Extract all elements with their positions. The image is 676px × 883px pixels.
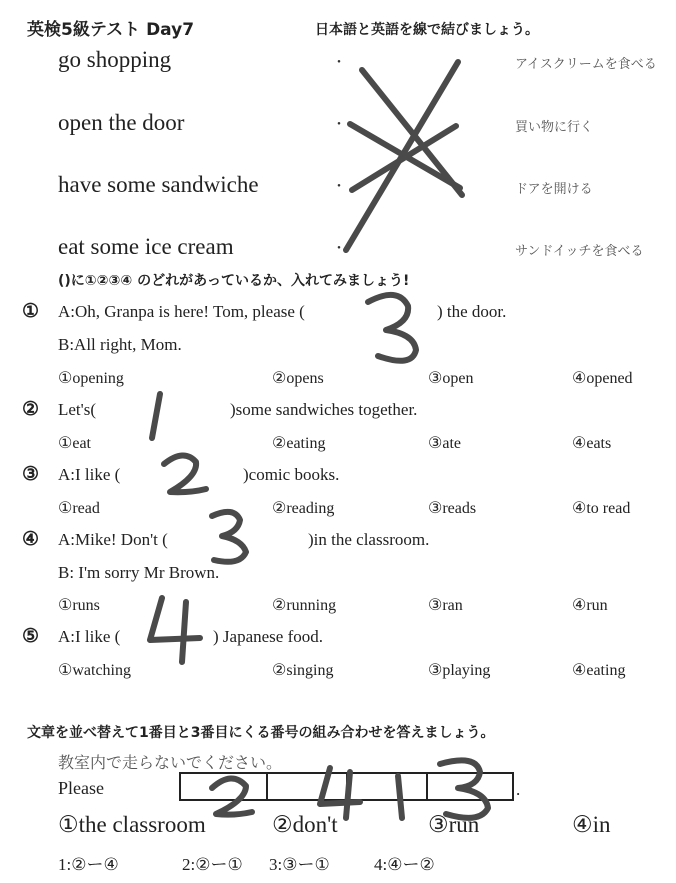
answer-option[interactable]: ③ran bbox=[428, 597, 463, 614]
answer-option[interactable]: ②singing bbox=[272, 662, 334, 679]
question-number: ① bbox=[22, 301, 40, 322]
page-title: 英検5級テスト Day7 bbox=[27, 20, 195, 40]
handwritten-digit bbox=[346, 772, 350, 818]
dialogue-line: B: I'm sorry Mr Brown. bbox=[58, 563, 220, 582]
handwritten-answer-q2 bbox=[152, 394, 160, 438]
word-option[interactable]: ③run bbox=[428, 812, 480, 837]
question-text: A:I like ( bbox=[58, 627, 121, 646]
english-phrase: have some sandwiche bbox=[58, 172, 259, 197]
match-dot[interactable]: ・ bbox=[332, 118, 346, 133]
english-phrase: eat some ice cream bbox=[58, 234, 234, 259]
handwritten-answer-q5 bbox=[150, 598, 200, 640]
answer-option[interactable]: ②opens bbox=[272, 370, 324, 387]
answer-option[interactable]: ②running bbox=[272, 597, 337, 614]
handwritten-answer-q1 bbox=[368, 295, 416, 361]
japanese-phrase: 買い物に行く bbox=[515, 119, 594, 134]
match-dot[interactable]: ・ bbox=[332, 56, 346, 71]
match-dot[interactable]: ・ bbox=[332, 242, 346, 257]
question-text: Let's( bbox=[58, 400, 96, 419]
part3-instruction: 文章を並べ替えて1番目と3番目にくる番号の組み合わせを答えましょう。 bbox=[27, 725, 495, 741]
matching-instruction: 日本語と英語を線で結びましょう。 bbox=[315, 22, 539, 38]
question-text: ) Japanese food. bbox=[213, 627, 323, 646]
word-option[interactable]: ②don't bbox=[272, 812, 338, 837]
answer-option[interactable]: ③playing bbox=[428, 662, 491, 679]
question-text: )some sandwiches together. bbox=[230, 400, 418, 419]
sentence-period: . bbox=[516, 780, 521, 799]
english-phrase: go shopping bbox=[58, 47, 172, 72]
answer-option[interactable]: ④run bbox=[572, 597, 608, 614]
question-number: ④ bbox=[22, 529, 40, 550]
question-text: A:Mike! Don't ( bbox=[58, 530, 168, 549]
answer-option[interactable]: ①read bbox=[58, 500, 100, 517]
answer-choice[interactable]: 3:③ー① bbox=[269, 855, 330, 874]
word-option[interactable]: ①the classroom bbox=[58, 812, 206, 837]
question-text: A:Oh, Granpa is here! Tom, please ( bbox=[58, 302, 305, 321]
handwritten-digit bbox=[212, 778, 252, 814]
question-text: A:I like ( bbox=[58, 465, 121, 484]
please-word: Please bbox=[58, 778, 104, 798]
handwritten-digit bbox=[320, 768, 360, 804]
question-number: ② bbox=[22, 399, 40, 420]
question-text: ) the door. bbox=[437, 302, 507, 321]
word-option[interactable]: ④in bbox=[572, 812, 611, 837]
japanese-phrase: アイスクリームを食べる bbox=[515, 56, 657, 71]
japanese-phrase: サンドイッチを食べる bbox=[515, 243, 644, 258]
answer-option[interactable]: ④eats bbox=[572, 435, 612, 452]
answer-option[interactable]: ①watching bbox=[58, 662, 131, 679]
answer-option[interactable]: ③ate bbox=[428, 435, 461, 452]
japanese-sentence: 教室内で走らないでください。 bbox=[58, 755, 283, 772]
answer-option[interactable]: ②reading bbox=[272, 500, 335, 517]
answer-option[interactable]: ②eating bbox=[272, 435, 326, 452]
answer-option[interactable]: ①opening bbox=[58, 370, 124, 387]
answer-option[interactable]: ①runs bbox=[58, 597, 100, 614]
handwritten-digit bbox=[440, 760, 488, 817]
answer-choice[interactable]: 4:④ー② bbox=[374, 855, 435, 874]
answer-choice[interactable]: 2:②ー① bbox=[182, 855, 243, 874]
dialogue-line: B:All right, Mom. bbox=[58, 335, 182, 354]
japanese-phrase: ドアを開ける bbox=[515, 181, 593, 196]
answer-option[interactable]: ④eating bbox=[572, 662, 626, 679]
answer-option[interactable]: ④to read bbox=[572, 500, 631, 517]
question-text: )in the classroom. bbox=[308, 530, 430, 549]
answer-option[interactable]: ③reads bbox=[428, 500, 477, 517]
question-number: ⑤ bbox=[22, 626, 40, 647]
answer-option[interactable]: ①eat bbox=[58, 435, 91, 452]
question-number: ③ bbox=[22, 464, 40, 485]
handwritten-answer-q3 bbox=[164, 455, 206, 492]
handwritten-answer-q5 bbox=[182, 602, 186, 662]
part2-instruction: ()に①②③④ のどれがあっているか、入れてみましょう! bbox=[58, 273, 410, 289]
question-text: )comic books. bbox=[243, 465, 340, 484]
english-phrase: open the door bbox=[58, 110, 185, 135]
handwritten-answer-q4 bbox=[212, 512, 246, 562]
handwritten-digit bbox=[398, 776, 402, 818]
answer-option[interactable]: ③open bbox=[428, 370, 474, 387]
answer-option[interactable]: ④opened bbox=[572, 370, 633, 387]
match-dot[interactable]: ・ bbox=[332, 180, 346, 195]
answer-choice[interactable]: 1:②ー④ bbox=[58, 855, 119, 874]
